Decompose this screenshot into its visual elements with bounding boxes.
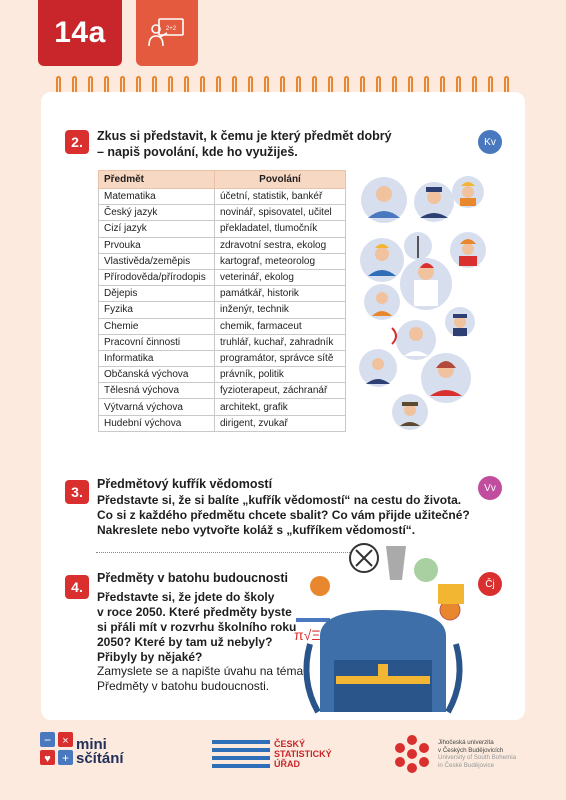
- page-badge: [38, 0, 122, 66]
- question-number: 4.: [65, 575, 89, 599]
- mini-scitani-wordmark: [76, 738, 124, 766]
- text-line: Co si z každého předmětu chcete sbalit? Co vám přijde užitečné?: [97, 508, 470, 522]
- subject-cell: Chemie: [99, 318, 215, 334]
- profession-cell: kartograf, meteorolog: [215, 253, 346, 269]
- text-line: Představte si, že si balíte „kufřík vědomostí“ na cestu do života.: [97, 493, 462, 507]
- subject-cell: Výtvarná výchova: [99, 399, 215, 415]
- subject-cell: Pracovní činnosti: [99, 334, 215, 350]
- svg-text:♥: ♥: [44, 753, 51, 765]
- subject-tag: Čj: [478, 572, 502, 596]
- jcu-line-en: in České Budějovice: [438, 761, 495, 769]
- question-text: [97, 590, 296, 665]
- profession-cell: programátor, správce sítě: [215, 350, 346, 366]
- subject-tag: Vv: [478, 476, 502, 500]
- profession-cell: překladatel, tlumočník: [215, 221, 346, 237]
- jcu-line-en: University of South Bohemia: [438, 754, 517, 761]
- table-row: [99, 367, 346, 383]
- subject-cell: Prvouka: [99, 237, 215, 253]
- table-row: [99, 302, 346, 318]
- firefighter-avatar: [450, 232, 486, 268]
- csu-line: STATISTICKÝ: [274, 749, 332, 759]
- table-row: [99, 237, 346, 253]
- teacher-avatar: [364, 284, 400, 320]
- chef-avatar: [421, 353, 471, 403]
- mini-line: sčítání: [76, 750, 124, 767]
- subject-cell: Fyzika: [99, 302, 215, 318]
- mini-line: mini: [76, 736, 107, 753]
- subject-cell: Cizí jazyk: [99, 221, 215, 237]
- question-note: [97, 664, 303, 694]
- police-avatar: [445, 307, 475, 337]
- table-row: [99, 318, 346, 334]
- csu-line: ČESKÝ: [274, 739, 306, 749]
- table-row: [99, 221, 346, 237]
- text-line: si přáli mít v rozvrhu školního roku: [97, 620, 297, 634]
- question-number: 2.: [65, 130, 89, 154]
- page-badge-label: 14a: [54, 16, 106, 49]
- doctor-avatar: [400, 258, 452, 310]
- table-row: [99, 189, 346, 205]
- jcu-logo: [392, 734, 432, 774]
- svg-text:×: ×: [62, 735, 69, 747]
- mini-scitani-logo: [40, 732, 74, 766]
- profession-cell: inženýr, technik: [215, 302, 346, 318]
- svg-text:2+2: 2+2: [165, 26, 177, 32]
- column-header: Předmět: [99, 171, 215, 189]
- profession-cell: veterinář, ekolog: [215, 269, 346, 285]
- professions-illustration: [356, 172, 486, 432]
- text-line: 2050? Které by tam už nebyly?: [97, 635, 273, 649]
- question-text: [97, 493, 477, 538]
- profession-cell: účetní, statistik, bankéř: [215, 189, 346, 205]
- subject-cell: Český jazyk: [99, 205, 215, 221]
- jcu-line: v Českých Budějovicích: [438, 746, 504, 754]
- column-header: Povolání: [215, 171, 346, 189]
- text-line: Předměty v batohu budoucnosti.: [97, 679, 270, 693]
- profession-cell: architekt, grafik: [215, 399, 346, 415]
- text-line: Představte si, že jdete do školy: [97, 590, 275, 604]
- question-number: 3.: [65, 480, 89, 504]
- table-row: [99, 415, 346, 431]
- text-line: v roce 2050. Které předměty byste: [97, 605, 292, 619]
- jcu-wordmark: [438, 739, 516, 769]
- question-title: Předmětový kufřík vědomostí: [97, 477, 273, 491]
- pilot-avatar: [414, 182, 454, 222]
- scientist-avatar: [392, 320, 436, 360]
- table-row: [99, 383, 346, 399]
- subject-cell: Hudební výchova: [99, 415, 215, 431]
- text-line: Zamyslete se a napište úvahu na téma: [97, 664, 304, 678]
- text-line: Nakreslete nebo vytvořte koláž s „kufříkem vědomostí“.: [97, 523, 416, 537]
- builder-avatar: [452, 176, 484, 208]
- subject-tag: Kv: [478, 130, 502, 154]
- table-row: [99, 205, 346, 221]
- official-avatar: [359, 349, 397, 387]
- csu-logo: [212, 740, 270, 768]
- table-row: [99, 334, 346, 350]
- profession-cell: chemik, farmaceut: [215, 318, 346, 334]
- profession-cell: právník, politik: [215, 367, 346, 383]
- subject-cell: Tělesná výchova: [99, 383, 215, 399]
- csu-line: ÚŘAD: [274, 759, 300, 769]
- teacher-icon: [147, 16, 187, 50]
- subjects-table: [98, 170, 346, 432]
- svg-text:+: +: [61, 751, 70, 765]
- table-row: [99, 399, 346, 415]
- subject-cell: Občanská výchova: [99, 367, 215, 383]
- profession-cell: truhlář, kuchař, zahradník: [215, 334, 346, 350]
- subject-cell: Informatika: [99, 350, 215, 366]
- mechanic-avatar: [360, 238, 404, 282]
- profession-cell: zdravotní sestra, ekolog: [215, 237, 346, 253]
- soldier-avatar: [392, 394, 428, 430]
- subject-cell: Matematika: [99, 189, 215, 205]
- title-line: – napiš povolání, kde ho využiješ.: [97, 145, 298, 159]
- table-row: [99, 286, 346, 302]
- table-row: [99, 269, 346, 285]
- svg-text:π√Ξ: π√Ξ: [294, 627, 321, 643]
- text-line: Přibyly by nějaké?: [97, 650, 203, 664]
- question-title: Předměty v batohu budoucnosti: [97, 571, 288, 585]
- table-row: [99, 253, 346, 269]
- table-header-row: [99, 171, 346, 189]
- profession-cell: novinář, spisovatel, učitel: [215, 205, 346, 221]
- profession-cell: fyzioterapeut, záchranář: [215, 383, 346, 399]
- subject-cell: Dějepis: [99, 286, 215, 302]
- profession-cell: dirigent, zvukař: [215, 415, 346, 431]
- surveyor-avatar: [404, 232, 432, 260]
- csu-wordmark: [274, 739, 332, 769]
- title-line: Zkus si představit, k čemu je který předmět dobrý: [97, 129, 392, 143]
- subject-cell: Přírodověda/přírodopis: [99, 269, 215, 285]
- profession-cell: památkář, historik: [215, 286, 346, 302]
- teacher-badge: [136, 0, 198, 66]
- jcu-line: Jihočeská univerzita: [438, 739, 494, 746]
- question-title: [97, 128, 392, 160]
- backpack-illustration: [290, 540, 476, 718]
- worker-avatar-1: [361, 177, 407, 223]
- subject-cell: Vlastivěda/zeměpis: [99, 253, 215, 269]
- svg-text:−: −: [43, 733, 52, 747]
- table-row: [99, 350, 346, 366]
